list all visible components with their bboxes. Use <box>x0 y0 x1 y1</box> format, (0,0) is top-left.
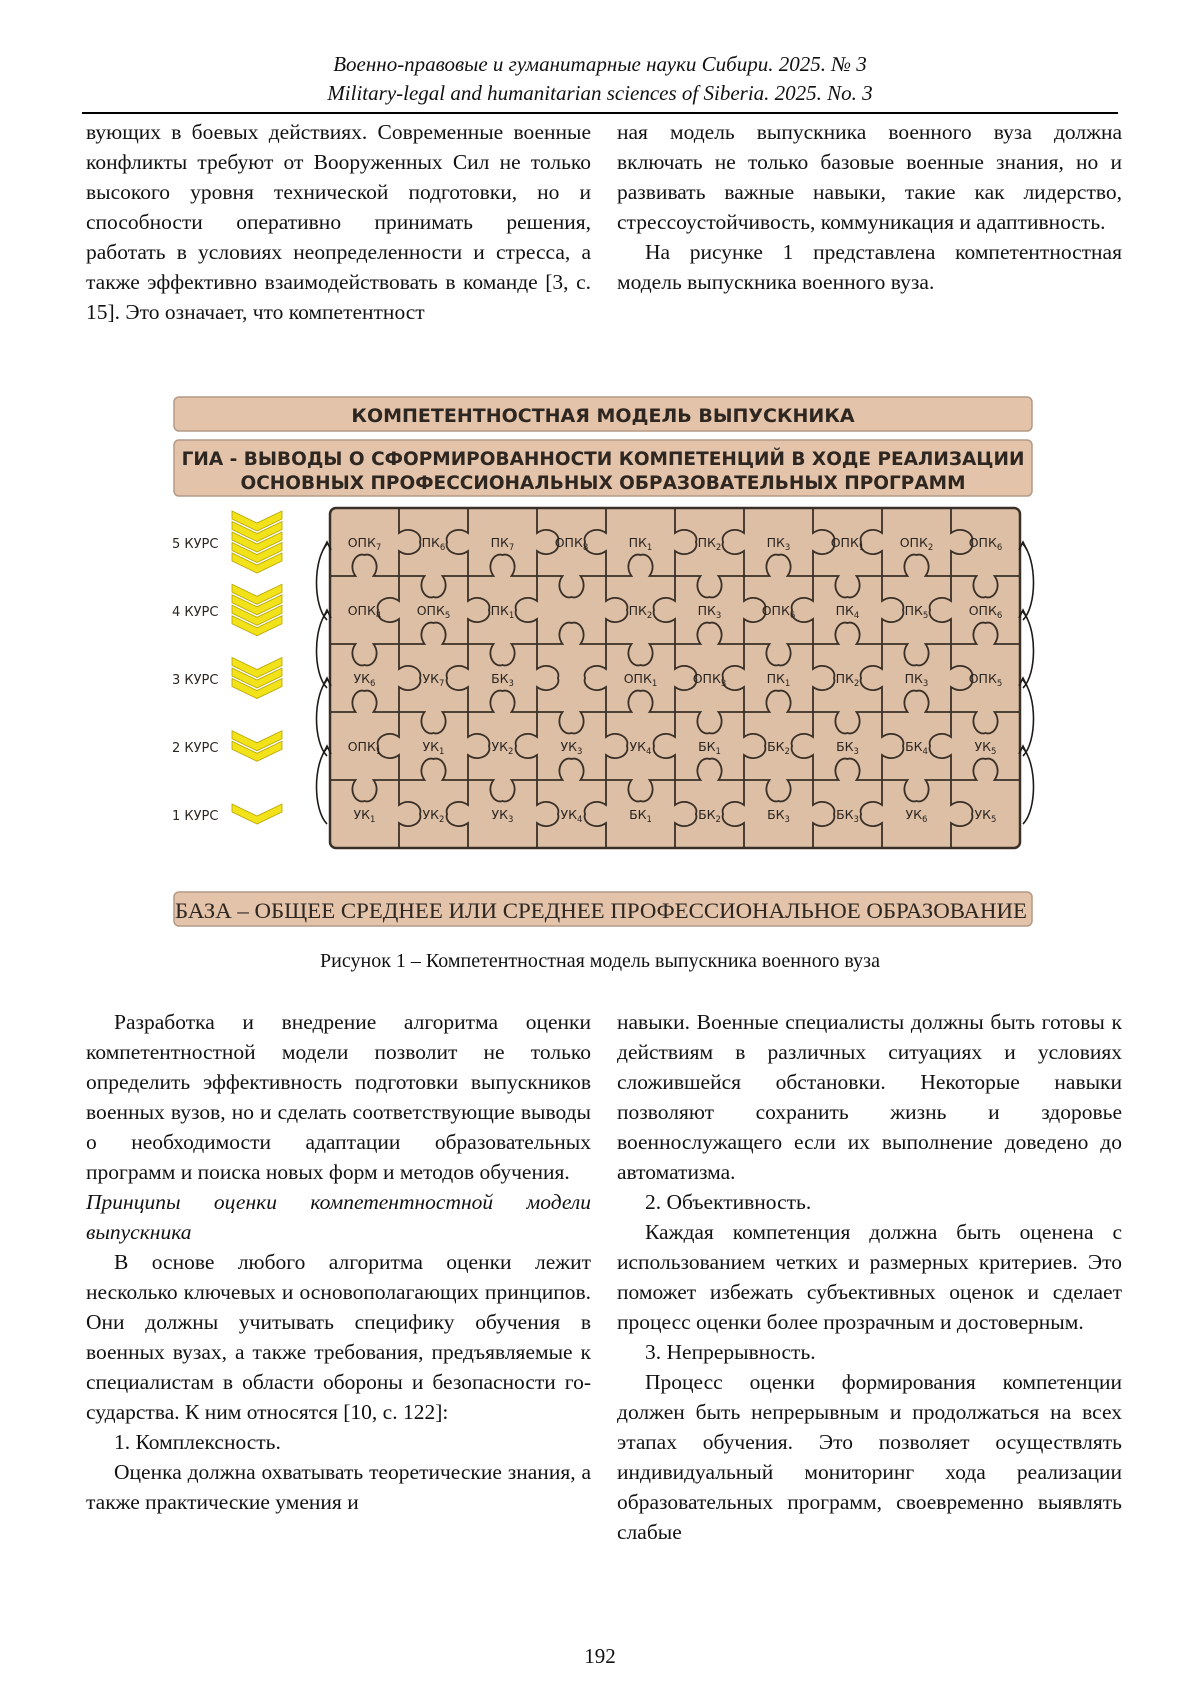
competence-code: $ОПК_4$ <box>347 603 382 621</box>
course-label: 3 КУРС <box>172 673 219 688</box>
competence-code: $УК_2$ <box>422 807 445 825</box>
competence-code: $ПК_3$ <box>766 535 791 553</box>
competence-code: $БК_3$ <box>767 807 790 825</box>
bottom-right-column <box>617 1007 1122 1547</box>
principle-item: 1. Комплексность. <box>114 1430 281 1454</box>
top-left-column <box>86 117 591 327</box>
competence-code: $УК_5$ <box>974 807 997 825</box>
bottom-left-column <box>86 1007 591 1517</box>
competence-code: $УК_3$ <box>560 739 583 757</box>
journal-title-en: Military-legal and humanitarian sciences of Siberia. 2025. No. 3 <box>327 81 873 105</box>
paragraph: вующих в боевых действиях. Современные военные конфликты требуют от Вооруженных Сил не только высокого уровня технической подготовки, но и способности оперативно принимать решения, работать в условиях неопределенности и стресса, а также эффективно взаимодействовать в команде [3, с. 15]. Это означает, что компетентност <box>86 120 591 324</box>
competence-code: $ПК_6$ <box>421 535 446 553</box>
competence-model-figure <box>172 395 1042 927</box>
paragraph: Процесс оценки формирования компетенции должен быть непрерывным и продолжаться на всех этапах обучения. Это позволяет осуществлять индивидуальный мониторинг хода реализации образовательных программ, своевременно выявлять слабые <box>617 1370 1122 1544</box>
competence-code: $УК_1$ <box>353 807 376 825</box>
competence-code: $ОПК_2$ <box>899 535 934 553</box>
competence-code: $БК_4$ <box>905 739 928 757</box>
competence-code: $ПК_7$ <box>490 535 515 553</box>
competence-code: $ПК_5$ <box>904 603 929 621</box>
competence-code: $ПК_1$ <box>628 535 653 553</box>
competence-code: $УК_1$ <box>422 739 445 757</box>
competence-code: $ПК_1$ <box>490 603 515 621</box>
puzzle-grid <box>330 508 1020 848</box>
course-label: 2 КУРС <box>172 741 219 756</box>
competence-code: $ОПК_1$ <box>347 739 382 757</box>
competence-code: $БК_2$ <box>767 739 790 757</box>
competence-code: $ОПК_5$ <box>968 671 1003 689</box>
course-label: 4 КУРС <box>172 605 219 620</box>
competence-code: $ОПК_6$ <box>968 535 1003 553</box>
competence-code: $БК_1$ <box>698 739 721 757</box>
competence-code: $ПК_3$ <box>697 603 722 621</box>
section-heading: Принципы оценки компетентностной модели выпускника <box>86 1190 591 1244</box>
journal-title-ru: Военно-правовые и гуманитарные науки Сибири. 2025. № 3 <box>333 52 867 76</box>
competence-code: $УК_3$ <box>491 807 514 825</box>
competence-code: $ОПК_1$ <box>623 671 658 689</box>
page-number: 192 <box>584 1644 616 1668</box>
paragraph: На рисунке 1 представлена компетентностная модель выпускника военного вуза. <box>617 240 1122 294</box>
competence-code: $УК_5$ <box>974 739 997 757</box>
running-head <box>80 50 1120 108</box>
competence-code: $ОПК_7$ <box>347 535 382 553</box>
competence-code: $БК_3$ <box>836 739 859 757</box>
competence-code: $БК_2$ <box>698 807 721 825</box>
competence-code: $ПК_4$ <box>835 603 860 621</box>
competence-code: $УК_7$ <box>422 671 445 689</box>
course-label: 1 КУРС <box>172 809 219 824</box>
competence-code: $УК_6$ <box>353 671 376 689</box>
competence-code: $ПК_1$ <box>766 671 791 689</box>
competence-code: $ОПК_6$ <box>968 603 1003 621</box>
paragraph: В основе любого алгоритма оценки лежит несколько ключевых и основополагающих принципов. Они должны учитывать специфику обучения в военных вузах, а также требования, предъявляемые к специалистам в области обороны и безопасности государства. К ним относятся [10, с. 122]: <box>86 1250 591 1424</box>
competence-code: $ПК_3$ <box>904 671 929 689</box>
competence-code: $ПК_2$ <box>628 603 653 621</box>
paragraph: навыки. Военные специалисты должны быть готовы к действиям в различных ситуациях и условиях сложившейся обстановки. Некоторые навыки позволяют сохранить жизнь и здоровье военнослужащего если их выполнение доведено до автоматизма. <box>617 1010 1122 1184</box>
competence-code: $ОПК_3$ <box>692 671 727 689</box>
paragraph: ная модель выпускника военного вуза должна включать не только базовые военные знания, но и развивать важные навыки, такие как лидерство, стрессоустойчивость, коммуникация и адаптивность. <box>617 120 1122 234</box>
competence-code: $БК_1$ <box>629 807 652 825</box>
competence-code: $ОПК_1$ <box>830 535 865 553</box>
competence-code: $УК_4$ <box>629 739 652 757</box>
header-rule <box>82 112 1118 114</box>
figure-subtitle-line1: ГИА - ВЫВОДЫ О СФОРМИРОВАННОСТИ КОМПЕТЕНЦИЙ В ХОДЕ РЕАЛИЗАЦИИ <box>181 449 1025 470</box>
principle-item: 3. Непрерывность. <box>645 1340 816 1364</box>
paragraph: Оценка должна охватывать теоретические знания, а также практические умения и <box>86 1460 591 1514</box>
competence-code: $БК_3$ <box>491 671 514 689</box>
competence-code: $ОПК_6$ <box>761 603 796 621</box>
top-right-column <box>617 117 1122 297</box>
competence-code: $ПК_2$ <box>697 535 722 553</box>
figure-subtitle-line2: ОСНОВНЫХ ПРОФЕССИОНАЛЬНЫХ ОБРАЗОВАТЕЛЬНЫХ ПРОГРАММ <box>240 473 966 494</box>
base-label: БАЗА – ОБЩЕЕ СРЕДНЕЕ ИЛИ СРЕДНЕЕ ПРОФЕССИОНАЛЬНОЕ ОБРАЗОВАНИЕ <box>175 898 1027 923</box>
competence-code: $ОПК_5$ <box>416 603 451 621</box>
competence-code: $ПК_2$ <box>835 671 860 689</box>
competence-code: $УК_2$ <box>491 739 514 757</box>
figure-title: КОМПЕТЕНТНОСТНАЯ МОДЕЛЬ ВЫПУСКНИКА <box>351 405 855 427</box>
principle-item: 2. Объективность. <box>645 1190 812 1214</box>
paragraph: Каждая компетенция должна быть оценена с использованием четких и размерных критериев. Это поможет избежать субъективных оценок и сделает процесс оценки более прозрачным и достоверным. <box>617 1220 1122 1334</box>
competence-code: $ОПК_8$ <box>554 535 589 553</box>
course-label: 5 КУРС <box>172 537 219 552</box>
competence-code: $УК_4$ <box>560 807 583 825</box>
competence-code: $БК_3$ <box>836 807 859 825</box>
figure-caption: Рисунок 1 – Компетентностная модель выпускника военного вуза <box>320 950 880 972</box>
paragraph: Разработка и внедрение алгоритма оценки компетентностной модели позволит не только определить эффективность подготовки выпускников военных вузов, но и сделать соответствующие выводы о необходимости адаптации образовательных программ и поиска новых форм и методов обучения. <box>86 1010 591 1184</box>
competence-code: $УК_6$ <box>905 807 928 825</box>
